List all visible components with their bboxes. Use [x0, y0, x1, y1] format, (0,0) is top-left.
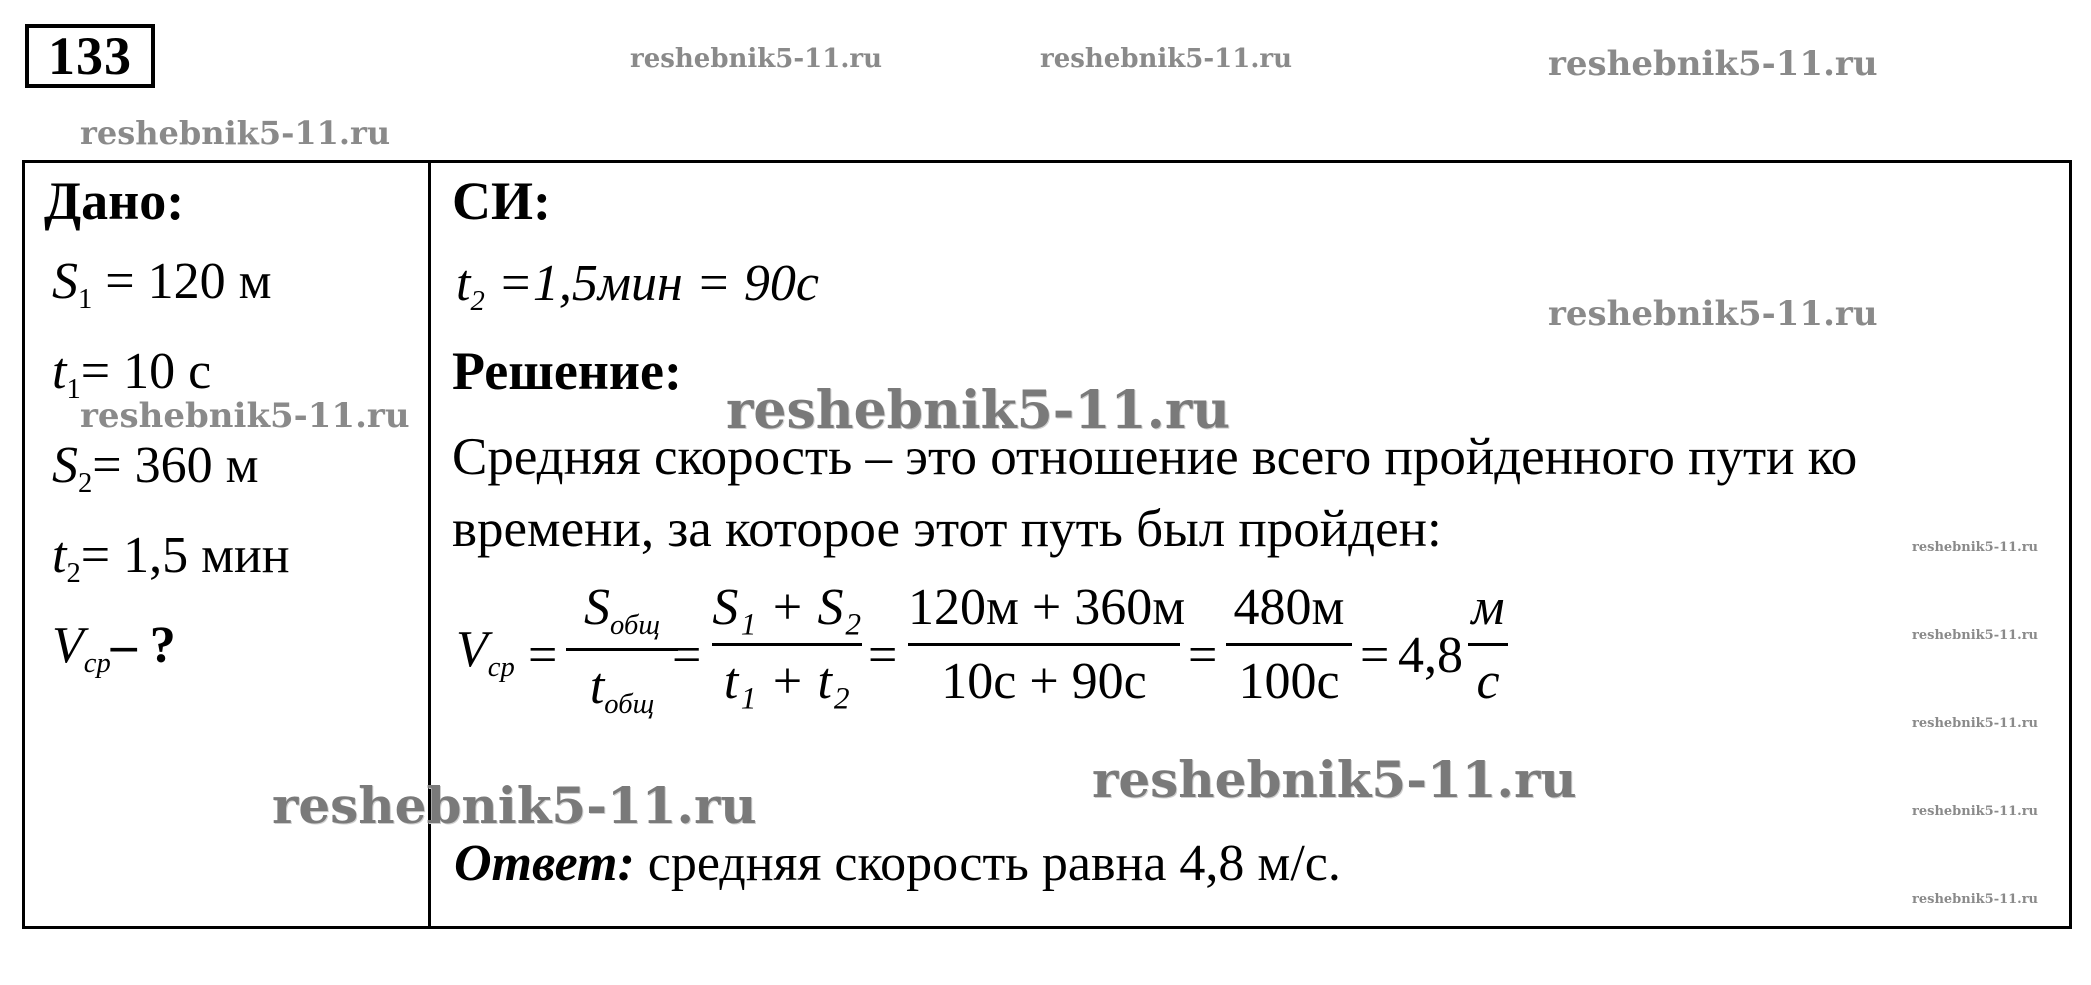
- watermark: reshebnik5-11.ru: [726, 380, 1231, 441]
- given-t1: $t_1= 10$ с: [52, 343, 212, 405]
- watermark: reshebnik5-11.ru: [272, 776, 757, 835]
- formula-lhs: $V_{ср}$: [456, 621, 515, 683]
- formula-fraction-symbols: S₁ + S₂ t₁ + t₂: [712, 579, 862, 710]
- solution-text-line1: Средняя скорость – это отношение всего пройденного пути ко: [452, 428, 1858, 486]
- given-t2: $t_2= 1,5$ мин: [52, 527, 290, 589]
- given-heading: Дано:: [44, 171, 185, 231]
- watermark: reshebnik5-11.ru: [1040, 44, 1293, 74]
- given-s2: $S_2= 360$ м: [52, 437, 259, 499]
- answer: [454, 834, 1341, 893]
- formula-result: 4,8: [1398, 627, 1463, 684]
- watermark: reshebnik5-11.ru: [1548, 294, 1878, 334]
- solution-heading: Решение:: [452, 341, 682, 401]
- watermark: reshebnik5-11.ru: [1912, 628, 2039, 643]
- formula-fraction-total: $S_{общ}$ $t_{общ}$: [566, 578, 678, 721]
- watermark: reshebnik5-11.ru: [1912, 804, 2039, 819]
- formula-fraction-values: 120м + 360м 10с + 90с: [908, 579, 1186, 710]
- si-t2: $t_2 =1,5мин = 90с$: [456, 255, 819, 317]
- answer-label: Ответ:: [454, 835, 635, 892]
- formula-equals: =: [672, 627, 702, 684]
- formula-equals: =: [1360, 627, 1390, 684]
- formula-result-unit: м с: [1468, 578, 1508, 711]
- watermark: reshebnik5-11.ru: [1912, 716, 2039, 731]
- formula-equals: =: [528, 627, 558, 684]
- watermark: reshebnik5-11.ru: [1092, 750, 1577, 809]
- answer-text: средняя скорость равна 4,8 м/с.: [647, 835, 1341, 892]
- watermark: reshebnik5-11.ru: [1548, 44, 1878, 84]
- watermark: reshebnik5-11.ru: [1912, 892, 2039, 907]
- solution-text-line2: времени, за которое этот путь был пройден:: [452, 500, 1442, 558]
- given-s1: $S_1 = 120$ м: [52, 253, 272, 315]
- watermark: reshebnik5-11.ru: [1912, 540, 2039, 555]
- formula-equals: =: [1188, 627, 1218, 684]
- watermark: reshebnik5-11.ru: [80, 114, 391, 152]
- watermark: reshebnik5-11.ru: [630, 44, 883, 74]
- problem-number: 133: [25, 24, 155, 88]
- given-unknown: $V_{ср}-$ ?: [52, 617, 176, 679]
- formula-fraction-sum: 480м 100с: [1226, 578, 1352, 711]
- watermark: reshebnik5-11.ru: [80, 396, 410, 436]
- si-heading: СИ:: [452, 171, 551, 231]
- formula-equals: =: [868, 627, 898, 684]
